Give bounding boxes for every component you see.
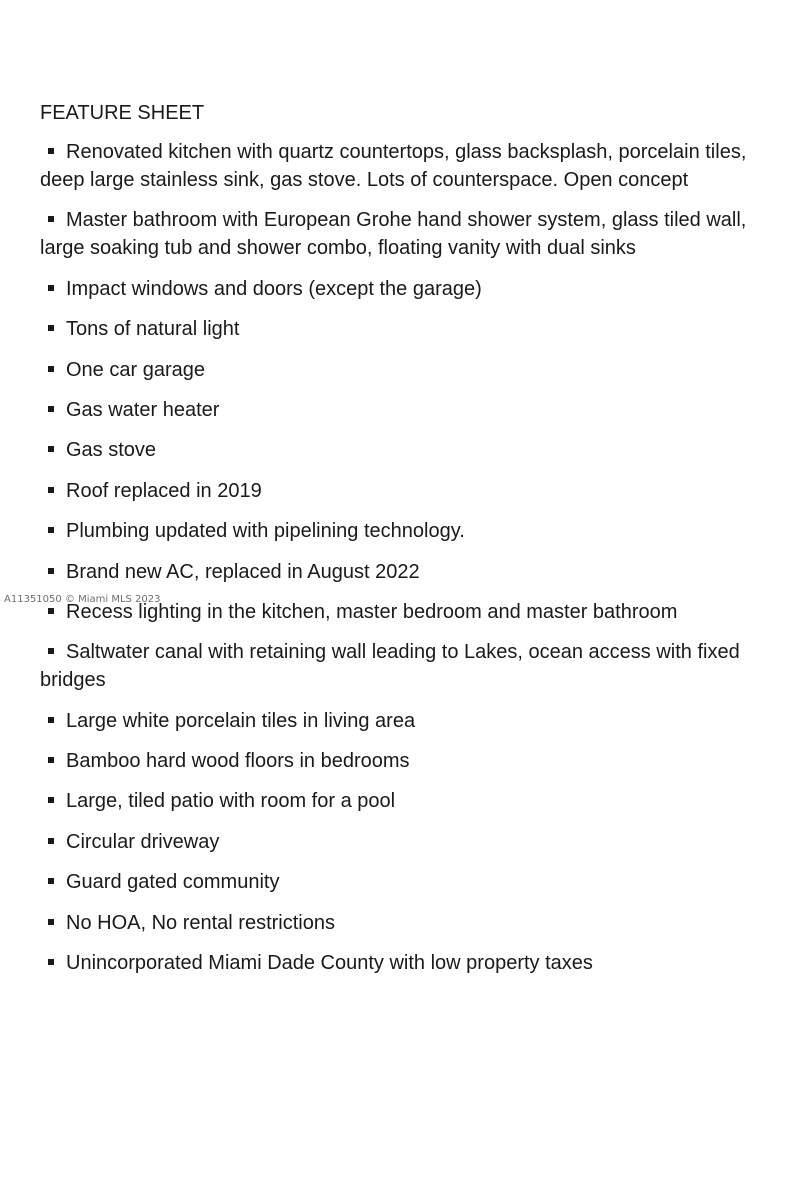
square-bullet-icon — [48, 568, 54, 574]
square-bullet-icon — [48, 216, 54, 222]
square-bullet-icon — [48, 648, 54, 654]
square-bullet-icon — [48, 366, 54, 372]
list-item — [40, 356, 770, 384]
feature-text: Impact windows and doors (except the garage) — [66, 277, 482, 300]
list-item — [40, 315, 770, 343]
list-item — [40, 138, 770, 194]
list-item — [40, 949, 770, 977]
feature-text: One car garage — [66, 358, 205, 381]
square-bullet-icon — [48, 148, 54, 154]
square-bullet-icon — [48, 959, 54, 965]
list-item — [40, 396, 770, 424]
square-bullet-icon — [48, 446, 54, 452]
list-item — [40, 747, 770, 775]
square-bullet-icon — [48, 487, 54, 493]
feature-text: Master bathroom with European Grohe hand shower system, glass tiled wall, large soaking tub and shower combo, floating vanity with dual sinks — [40, 209, 747, 260]
square-bullet-icon — [48, 717, 54, 723]
feature-text: Circular driveway — [66, 830, 220, 853]
feature-text: Roof replaced in 2019 — [66, 479, 262, 502]
feature-text: Saltwater canal with retaining wall leading to Lakes, ocean access with fixed bridges — [40, 641, 740, 692]
square-bullet-icon — [48, 285, 54, 291]
feature-text: Gas water heater — [66, 398, 220, 421]
list-item — [40, 707, 770, 735]
square-bullet-icon — [48, 608, 54, 614]
feature-text: Recess lighting in the kitchen, master bedroom and master bathroom — [66, 600, 678, 623]
list-item — [40, 909, 770, 937]
feature-text: No HOA, No rental restrictions — [66, 911, 335, 934]
list-item — [40, 828, 770, 856]
square-bullet-icon — [48, 797, 54, 803]
square-bullet-icon — [48, 878, 54, 884]
list-item — [40, 787, 770, 815]
feature-text: Bamboo hard wood floors in bedrooms — [66, 750, 410, 773]
page-title: FEATURE SHEET — [40, 102, 205, 124]
feature-text: Unincorporated Miami Dade County with low property taxes — [66, 952, 593, 975]
list-item — [40, 517, 770, 545]
square-bullet-icon — [48, 919, 54, 925]
list-item — [40, 868, 770, 896]
feature-text: Renovated kitchen with quartz countertops, glass backsplash, porcelain tiles, deep large stainless sink, gas stove. Lots of counterspace. Open concept — [40, 141, 747, 191]
feature-text: Tons of natural light — [66, 318, 240, 341]
feature-text: Guard gated community — [66, 871, 280, 894]
list-item — [40, 477, 770, 505]
square-bullet-icon — [48, 406, 54, 412]
square-bullet-icon — [48, 325, 54, 331]
feature-text: Large white porcelain tiles in living area — [66, 709, 416, 732]
feature-text: Gas stove — [66, 439, 157, 462]
list-item — [40, 558, 770, 586]
feature-text: Brand new AC, replaced in August 2022 — [66, 560, 420, 583]
feature-text: Plumbing updated with pipelining technology. — [66, 520, 465, 543]
feature-sheet — [40, 98, 770, 989]
square-bullet-icon — [48, 527, 54, 533]
list-item — [40, 638, 770, 694]
feature-text: Large, tiled patio with room for a pool — [66, 790, 396, 813]
list-item — [40, 206, 770, 262]
square-bullet-icon — [48, 757, 54, 763]
mls-watermark: A11351050 © Miami MLS 2023 — [4, 594, 161, 605]
list-item — [40, 275, 770, 303]
feature-list — [40, 138, 770, 977]
list-item — [40, 436, 770, 464]
square-bullet-icon — [48, 838, 54, 844]
